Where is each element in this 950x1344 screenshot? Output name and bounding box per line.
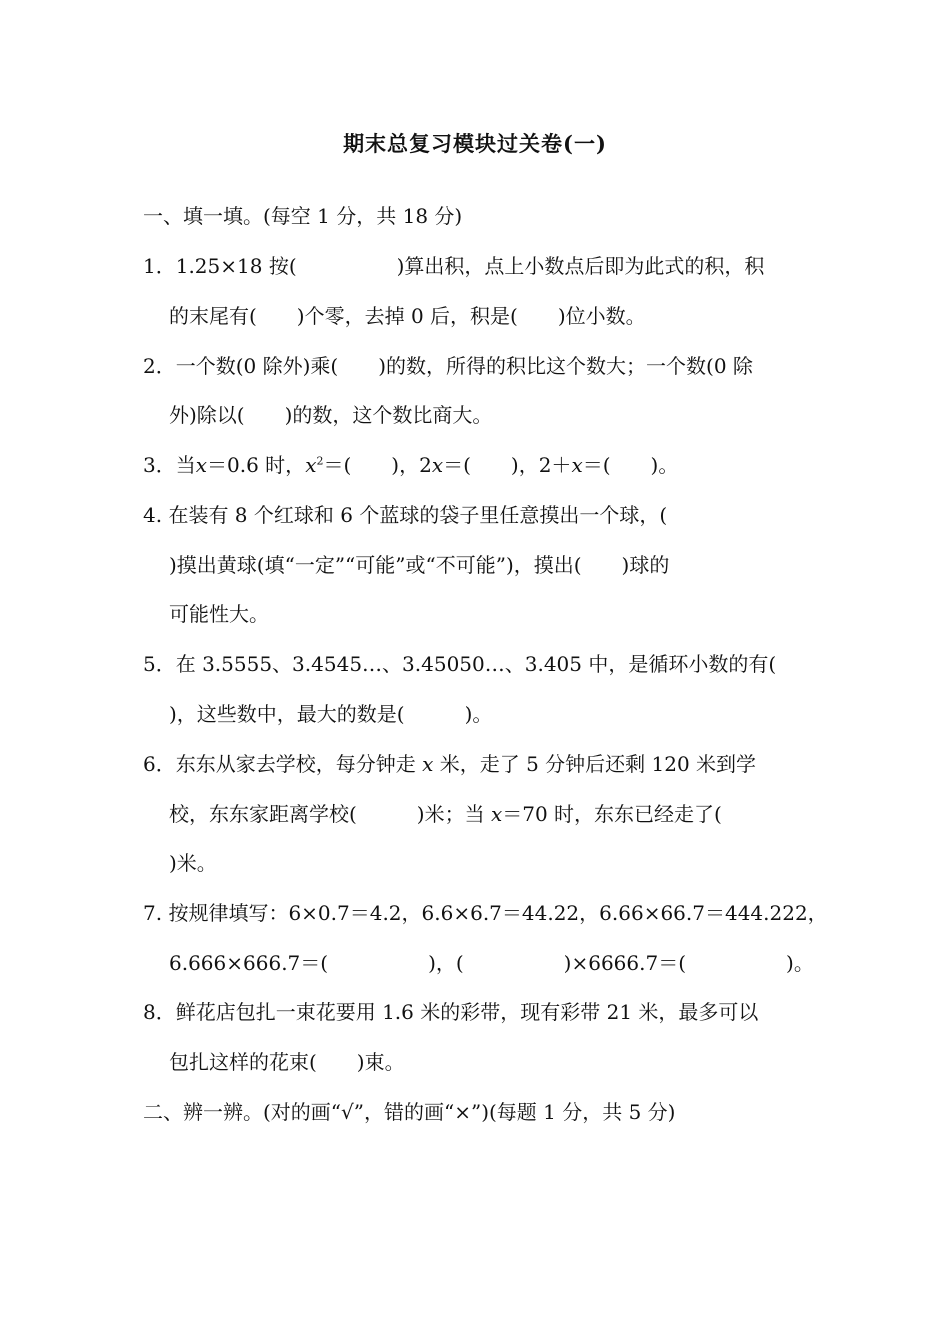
q3-eq1: ＝0.6 时， — [207, 453, 306, 477]
q3-line — [143, 450, 678, 480]
q3-var-x: x — [571, 453, 583, 477]
q6-line1-a: 6．东东从家去学校，每分钟走 — [143, 752, 423, 776]
q8-line2: 包扎这样的花束( )束。 — [169, 1050, 405, 1074]
q5-line2: )，这些数中，最大的数是( )。 — [169, 702, 493, 726]
q3-eq3: ＝( )，2＋ — [443, 453, 572, 477]
q1-line2: 的末尾有( )个零，去掉 0 后，积是( )位小数。 — [169, 304, 646, 328]
q8-line1: 8．鲜花店包扎一束花要用 1.6 米的彩带，现有彩带 21 米，最多可以 — [143, 1000, 759, 1024]
q3-eq4: ＝( )。 — [582, 453, 679, 477]
q4-line3: 可能性大。 — [169, 602, 269, 626]
section2-heading: 二、辨一辨。(对的画“√”，错的画“×”)(每题 1 分，共 5 分) — [143, 1100, 676, 1124]
section1-heading: 一、填一填。(每空 1 分，共 18 分) — [143, 204, 463, 228]
q2-line2: 外)除以( )的数，这个数比商大。 — [169, 403, 493, 427]
q6-line2-b: ＝70 时，东东已经走了( — [502, 802, 722, 826]
q3-var-x: x — [431, 453, 444, 477]
q6-line3: )米。 — [169, 851, 217, 875]
q3-prefix: 3．当 — [143, 453, 196, 477]
q3-var-x: x — [195, 453, 208, 477]
q4-line2: )摸出黄球(填“一定”“可能”或“不可能”)，摸出( )球的 — [169, 553, 670, 577]
q1-line1: 1．1.25×18 按( )算出积，点上小数点后即为此式的积，积 — [143, 254, 765, 278]
q4-line1: 4. 在装有 8 个红球和 6 个蓝球的袋子里任意摸出一个球，( — [143, 503, 668, 527]
q6-line2-a: 校，东东家距离学校( )米；当 — [169, 802, 491, 826]
q6-var-x: x — [490, 802, 503, 826]
q3-var-x: x — [305, 453, 317, 477]
q3-exponent: 2 — [316, 454, 324, 468]
q2-line1: 2．一个数(0 除外)乘( )的数，所得的积比这个数大；一个数(0 除 — [143, 354, 753, 378]
q6-var-x: x — [422, 752, 434, 776]
q7-line1: 7. 按规律填写：6×0.7＝4.2，6.6×6.7＝44.22，6.66×66.7＝444.222， — [143, 901, 828, 925]
q7-line2: 6.666×666.7＝( )，( )×6666.7＝( )。 — [169, 951, 814, 975]
q6-line1 — [143, 749, 756, 779]
page-title: 期末总复习模块过关卷(一) — [343, 131, 607, 156]
q6-line1-b: 米，走了 5 分钟后还剩 120 米到学 — [433, 752, 757, 776]
q3-eq2: ＝( )，2 — [323, 453, 432, 477]
q6-line2 — [169, 799, 722, 829]
q5-line1: 5．在 3.5555、3.4545…、3.45050…、3.405 中，是循环小数的有( — [143, 652, 777, 676]
